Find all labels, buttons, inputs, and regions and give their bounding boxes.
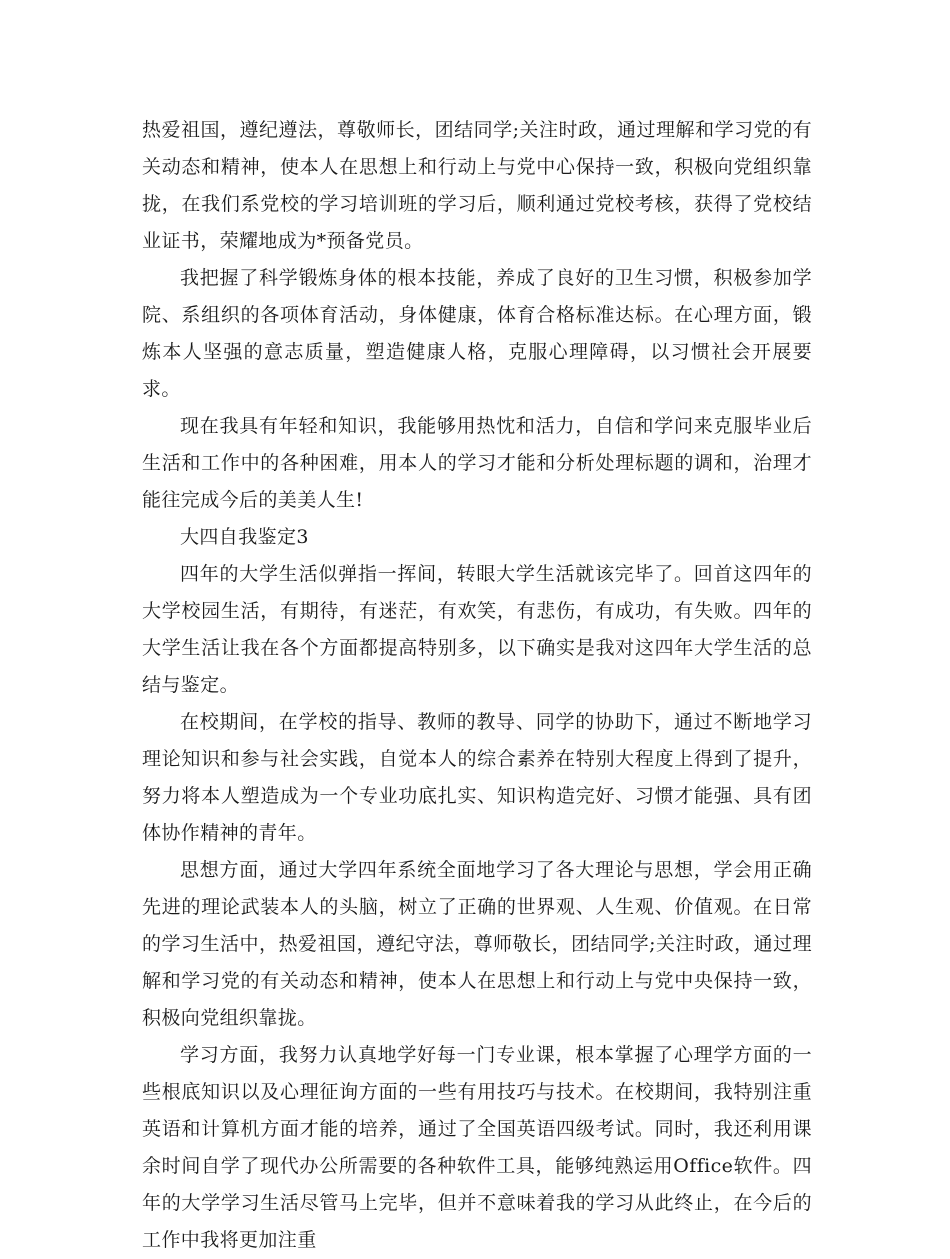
- section-heading: 大四自我鉴定3: [180, 526, 309, 548]
- paragraph-4: 四年的大学生活似弹指一挥间，转眼大学生活就该完毕了。回首这四年的大学校园生活，有期待，有迷茫，有欢笑，有悲伤，有成功，有失败。四年的大学生活让我在各个方面都提高特别多，以下确实是我对这四年大学生活的总结与鉴定。: [142, 563, 812, 696]
- paragraph-6: 思想方面，通过大学四年系统全面地学习了各大理论与思想，学会用正确先进的理论武装本人的头脑，树立了正确的世界观、人生观、价值观。在日常的学习生活中，热爱祖国，遵纪守法，尊师敬长，团结同学;关注时政，通过理解和学习党的有关动态和精神，使本人在思想上和行动上与党中央保持一致，积极向党组织靠拢。: [142, 859, 812, 1029]
- paragraph-2: 我把握了科学锻炼身体的根本技能，养成了良好的卫生习惯，积极参加学院、系组织的各项体育活动，身体健康，体育合格标准达标。在心理方面，锻炼本人坚强的意志质量，塑造健康人格，克服心理障碍，以习惯社会开展要求。: [142, 267, 812, 400]
- document-body: [142, 112, 812, 1259]
- paragraph-1: 热爱祖国，遵纪遵法，尊敬师长，团结同学;关注时政，通过理解和学习党的有关动态和精神，使本人在思想上和行动上与党中心保持一致，积极向党组织靠拢，在我们系党校的学习培训班的学习后，顺利通过党校考核，获得了党校结业证书，荣耀地成为*预备党员。: [142, 119, 812, 252]
- paragraph-3: 现在我具有年轻和知识，我能够用热忱和活力，自信和学问来克服毕业后生活和工作中的各种困难，用本人的学习才能和分析处理标题的调和，治理才能往完成今后的美美人生!: [142, 415, 812, 511]
- paragraph-7: 学习方面，我努力认真地学好每一门专业课，根本掌握了心理学方面的一些根底知识以及心理征询方面的一些有用技巧与技术。在校期间，我特别注重英语和计算机方面才能的培养，通过了全国英语四级考试。同时，我还利用课余时间自学了现代办公所需要的各种软件工具，能够纯熟运用Office软件。四年的大学学习生活尽管马上完毕，但并不意味着我的学习从此终止，在今后的工作中我将更加注重: [142, 1044, 812, 1251]
- paragraph-5: 在校期间，在学校的指导、教师的教导、同学的协助下，通过不断地学习理论知识和参与社会实践，自觉本人的综合素养在特别大程度上得到了提升，努力将本人塑造成为一个专业功底扎实、知识构造完好、习惯才能强、具有团体协作精神的青年。: [142, 711, 812, 844]
